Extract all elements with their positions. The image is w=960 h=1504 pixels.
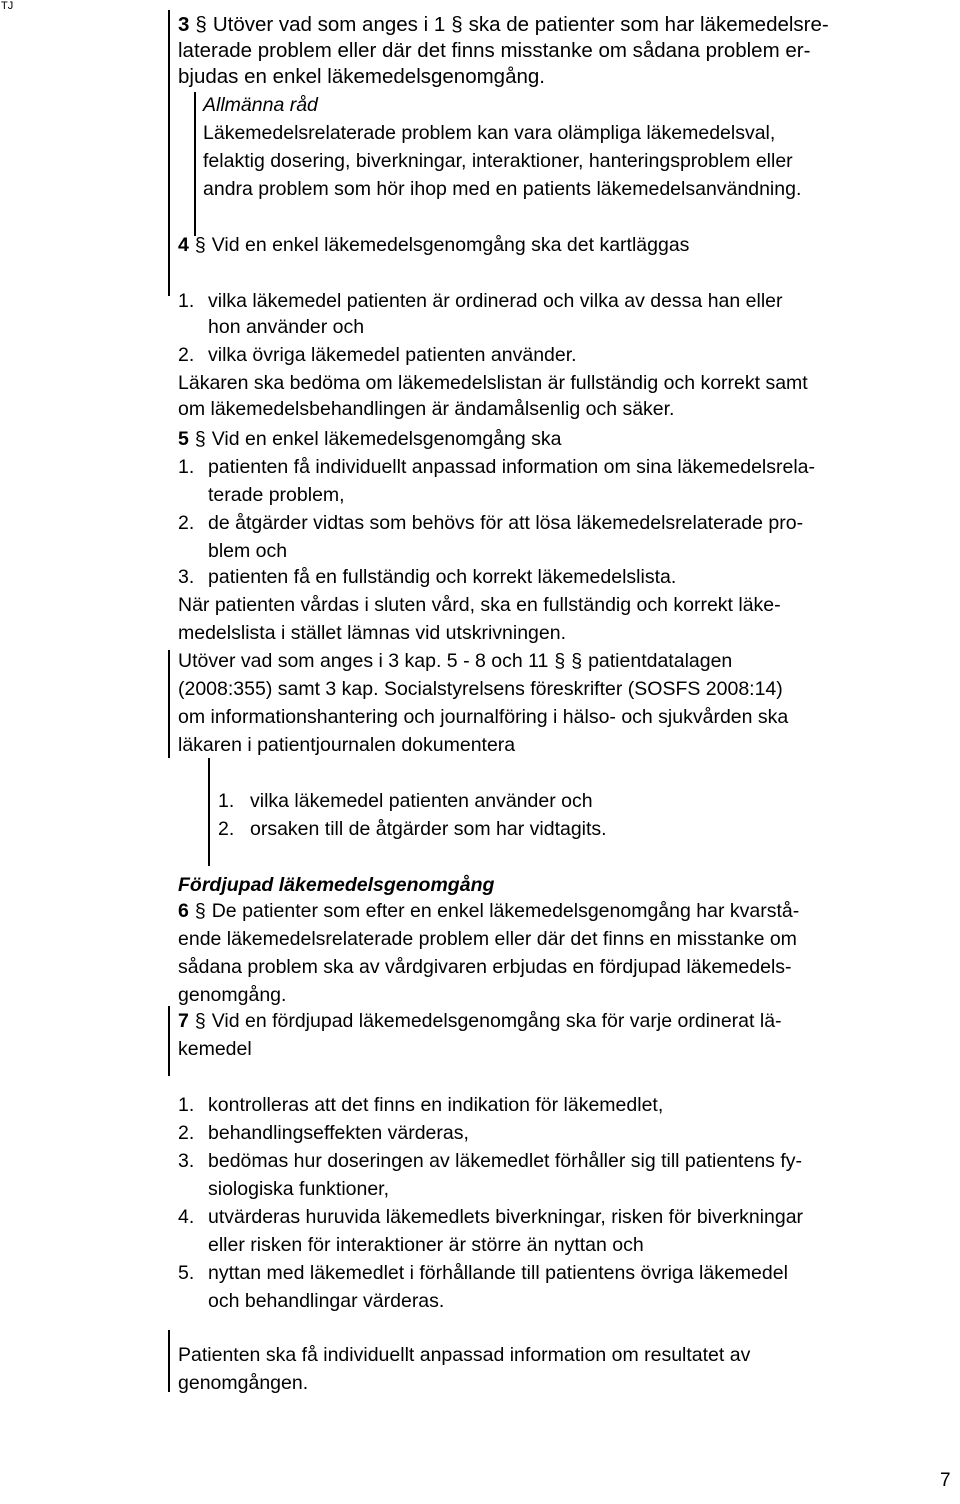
body-text-line: medelslista i stället lämnas vid utskrivningen. — [178, 622, 567, 644]
doc-item: orsaken till de åtgärder som har vidtagits. — [250, 818, 607, 840]
section-5-heading — [178, 426, 562, 452]
corner-mark: TJ — [1, 0, 14, 12]
list-item-continuation: terade problem, — [208, 484, 345, 506]
section-4-heading — [178, 232, 689, 258]
section-6-text: De patienter som efter en enkel läkemedelsgenomgång har kvarstå- — [211, 900, 800, 922]
list-item: de åtgärder vidtas som behövs för att lösa läkemedelsrelaterade pro- — [208, 512, 804, 534]
paragraph-sign: § — [554, 650, 566, 672]
list-item-continuation: siologiska funktioner, — [208, 1178, 390, 1200]
list-item: behandlingseffekten värderas, — [208, 1122, 469, 1144]
section-4-number: 4 — [178, 234, 189, 256]
body-text-line: Läkaren ska bedöma om läkemedelslistan är fullständig och korrekt samt — [178, 372, 808, 394]
section-3-number: 3 — [178, 13, 190, 36]
section-7-line-1 — [178, 1008, 782, 1034]
section-3-line-3: bjudas en enkel läkemedelsgenomgång. — [178, 65, 545, 88]
doc-item: vilka läkemedel patienten använder och — [250, 790, 593, 812]
list-item-number: 2. — [178, 344, 195, 366]
section-7-line: kemedel — [178, 1038, 252, 1060]
list-item-continuation: eller risken för interaktioner är större än nyttan och — [208, 1234, 644, 1256]
section-3-line-2: laterade problem eller där det finns misstanke om sådana problem er- — [178, 39, 811, 62]
margin-bar-doc-items — [208, 758, 210, 866]
general-advice-line: andra problem som hör ihop med en patients läkemedelsanvändning. — [203, 178, 802, 200]
list-item: vilka övriga läkemedel patienten använder. — [208, 344, 577, 366]
list-item-continuation: hon använder och — [208, 316, 365, 338]
margin-bar-reference — [168, 650, 170, 758]
margin-bar-top — [168, 10, 170, 236]
list-item: kontrolleras att det finns en indikation för läkemedlet, — [208, 1094, 664, 1116]
doc-item-number: 1. — [218, 790, 235, 812]
paragraph-sign: § — [194, 428, 206, 450]
list-item: vilka läkemedel patienten är ordinerad och vilka av dessa han eller — [208, 290, 783, 312]
paragraph-sign: § — [571, 650, 583, 672]
section-3-text-b: ska de patienter som har läkemedelsre- — [468, 13, 829, 36]
list-item-continuation: och behandlingar värderas. — [208, 1290, 445, 1312]
reference-text-a: Utöver vad som anges i 3 kap. 5 - 8 och 11 — [178, 650, 549, 672]
list-item-number: 1. — [178, 290, 195, 312]
section-5-number: 5 — [178, 428, 189, 450]
list-item: patienten få en fullständig och korrekt läkemedelslista. — [208, 566, 677, 588]
margin-bar-closing — [168, 1330, 170, 1392]
paragraph-sign: § — [194, 1010, 206, 1032]
doc-item-number: 2. — [218, 818, 235, 840]
section-7-number: 7 — [178, 1010, 189, 1032]
paragraph-sign: § — [195, 13, 207, 36]
reference-line: om informationshantering och journalföring i hälso- och sjukvården ska — [178, 706, 789, 728]
deep-review-heading: Fördjupad läkemedelsgenomgång — [178, 874, 495, 896]
list-item-number: 5. — [178, 1262, 195, 1284]
list-item-number: 4. — [178, 1206, 195, 1228]
section-6-line: sådana problem ska av vårdgivaren erbjudas en fördjupad läkemedels- — [178, 956, 792, 978]
list-item-number: 1. — [178, 456, 195, 478]
list-item-number: 3. — [178, 566, 195, 588]
list-item-number: 2. — [178, 1122, 195, 1144]
reference-line: läkaren i patientjournalen dokumentera — [178, 734, 516, 756]
closing-line: genomgången. — [178, 1372, 309, 1394]
list-item: utvärderas huruvida läkemedlets biverkningar, risken för biverkningar — [208, 1206, 804, 1228]
list-item-number: 3. — [178, 1150, 195, 1172]
body-text-line: När patienten vårdas i sluten vård, ska en fullständig och korrekt läke- — [178, 594, 781, 616]
general-advice-line: Läkemedelsrelaterade problem kan vara olämpliga läkemedelsval, — [203, 122, 776, 144]
general-advice-line: felaktig dosering, biverkningar, interaktioner, hanteringsproblem eller — [203, 150, 793, 172]
reference-text-b: patientdatalagen — [588, 650, 733, 672]
list-item-continuation: blem och — [208, 540, 288, 562]
list-item: patienten få individuellt anpassad information om sina läkemedelsrela- — [208, 456, 816, 478]
section-6-line-1 — [178, 898, 799, 924]
section-7-text: Vid en fördjupad läkemedelsgenomgång ska för varje ordinerat lä- — [211, 1010, 782, 1032]
list-item: nyttan med läkemedlet i förhållande till patientens övriga läkemedel — [208, 1262, 788, 1284]
section-3-text-a: Utöver vad som anges i 1 — [212, 13, 446, 36]
general-advice-heading: Allmänna råd — [203, 94, 318, 116]
page-number: 7 — [940, 1470, 951, 1491]
margin-bar-advice — [194, 92, 196, 236]
section-5-heading-text: Vid en enkel läkemedelsgenomgång ska — [211, 428, 562, 450]
reference-line: (2008:355) samt 3 kap. Socialstyrelsens föreskrifter (SOSFS 2008:14) — [178, 678, 783, 700]
margin-bar-section7 — [168, 1006, 170, 1076]
closing-line: Patienten ska få individuellt anpassad information om resultatet av — [178, 1344, 751, 1366]
section-6-line: ende läkemedelsrelaterade problem eller där det finns en misstanke om — [178, 928, 797, 950]
list-item: bedömas hur doseringen av läkemedlet förhåller sig till patientens fy- — [208, 1150, 802, 1172]
list-item-number: 1. — [178, 1094, 195, 1116]
margin-bar-section4 — [168, 228, 170, 296]
body-text-line: om läkemedelsbehandlingen är ändamålsenlig och säker. — [178, 398, 675, 420]
reference-line-1 — [178, 648, 732, 674]
section-4-heading-text: Vid en enkel läkemedelsgenomgång ska det kartläggas — [211, 234, 690, 256]
paragraph-sign: § — [451, 13, 463, 36]
paragraph-sign: § — [194, 900, 206, 922]
list-item-number: 2. — [178, 512, 195, 534]
section-6-number: 6 — [178, 900, 189, 922]
section-3-line-1 — [178, 12, 829, 38]
section-6-line: genomgång. — [178, 984, 287, 1006]
paragraph-sign: § — [194, 234, 206, 256]
